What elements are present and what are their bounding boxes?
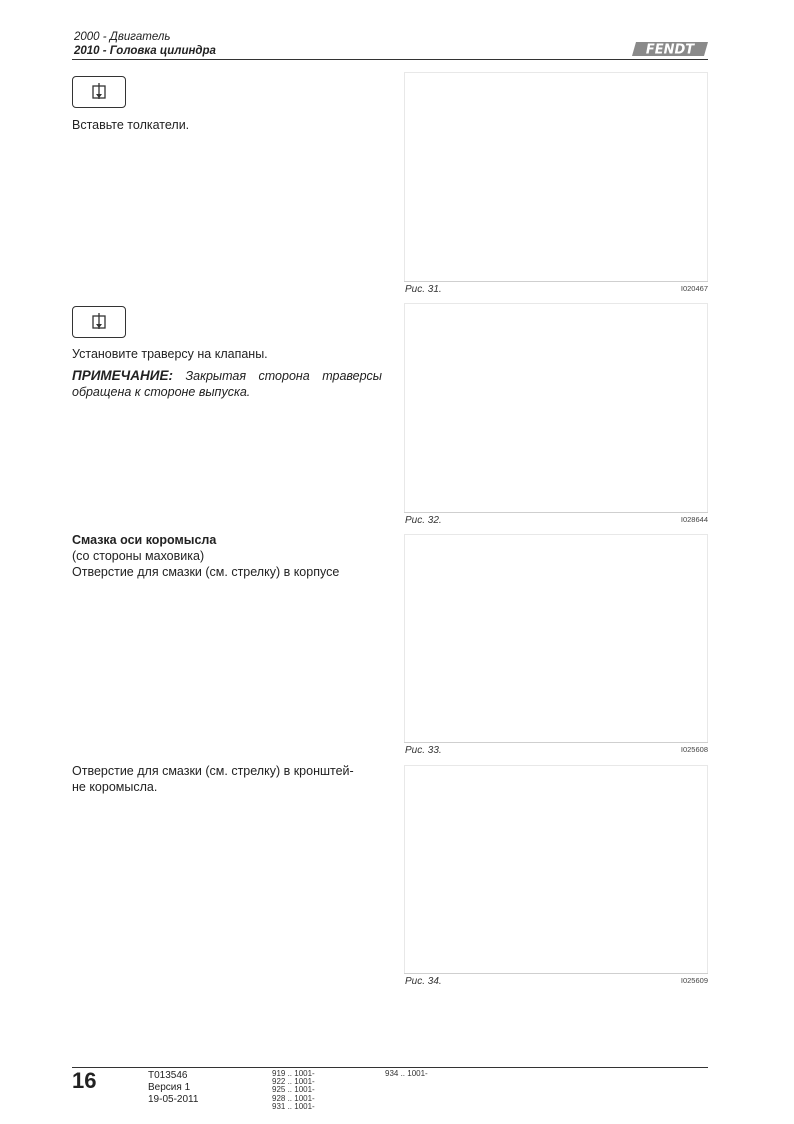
figure-31 — [404, 72, 708, 282]
model-entry: 922 .. 1001- — [272, 1077, 315, 1087]
figure-33 — [404, 534, 708, 743]
header-subsection: 2010 - Головка цилиндра — [74, 45, 216, 57]
doc-info — [148, 1070, 198, 1106]
figure-34-id: I025609 — [680, 976, 708, 985]
figure-32 — [404, 303, 708, 513]
install-symbol-icon — [72, 306, 126, 338]
model-list-2 — [385, 1070, 428, 1078]
model-entry: 925 .. 1001- — [272, 1085, 315, 1095]
figure-34-rule — [404, 973, 708, 974]
figure-32-id: I028644 — [680, 515, 708, 524]
figure-32-rule — [404, 512, 708, 513]
model-entry: 919 .. 1001- — [272, 1069, 315, 1078]
install-symbol-icon — [72, 76, 126, 108]
figure-31-caption: Рис. 31. — [405, 284, 442, 295]
model-entry: 934 .. 1001- — [385, 1069, 428, 1078]
doc-date: 19-05-2011 — [148, 1094, 199, 1105]
step-text-3b: Отверстие для смазки (см. стрелку) в корпусе — [72, 565, 340, 579]
page-number: 16 — [72, 1068, 97, 1093]
step-text-4b: не коромысла. — [72, 780, 158, 794]
step-text-3a: (со стороны маховика) — [72, 549, 205, 563]
model-entry: 931 .. 1001- — [272, 1101, 315, 1111]
figure-31-id: I020467 — [680, 284, 708, 293]
figure-33-id: I025608 — [680, 745, 708, 754]
section-heading: Смазка оси коромысла — [72, 533, 217, 547]
figure-34 — [404, 765, 708, 974]
note-text: Закрытая сторона траверсы обращена к стороне выпуска. — [72, 369, 382, 399]
step-text-4a: Отверстие для смазки (см. стрелку) в кронштей- — [72, 764, 354, 778]
step-text-1: Вставьте толкатели. — [72, 118, 190, 132]
model-entry: 928 .. 1001- — [272, 1093, 315, 1103]
footer-rule — [72, 1067, 708, 1068]
figure-34-caption: Рис. 34. — [405, 976, 442, 987]
note — [72, 368, 382, 400]
figure-33-rule — [404, 742, 708, 743]
svg-text:FENDT: FENDT — [645, 42, 695, 58]
figure-32-caption: Рис. 32. — [405, 515, 442, 526]
model-list-1 — [272, 1070, 315, 1111]
header-section: 2000 - Двигатель — [74, 31, 171, 43]
doc-version: Версия 1 — [148, 1082, 191, 1093]
fendt-logo — [632, 40, 708, 58]
doc-id: T013546 — [148, 1070, 188, 1081]
header-rule — [72, 59, 708, 60]
figure-31-rule — [404, 281, 708, 282]
step-text-2: Установите траверсу на клапаны. — [72, 347, 268, 361]
note-label: ПРИМЕЧАНИЕ: — [72, 368, 173, 383]
figure-33-caption: Рис. 33. — [405, 745, 442, 756]
